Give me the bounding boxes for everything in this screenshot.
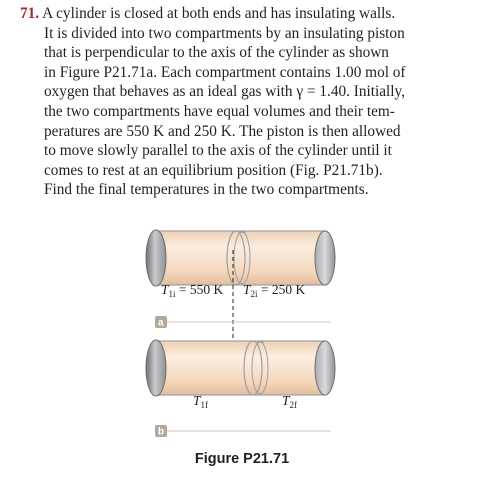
label-t1f: $T_{1f}$ (193, 393, 209, 410)
svg-text:b: b (158, 426, 165, 438)
cylinder-b (146, 340, 335, 396)
cylinder-cap-left-b (146, 340, 166, 396)
problem-line-5: oxygen that behaves as an ideal gas with γ = 1.40. Initially, (44, 83, 406, 101)
problem-line-8: to move slowly parallel to the axis of the cylinder until it (44, 142, 392, 160)
problem-line-9: comes to rest at an equilibrium position (Fig. P21.71b). (44, 161, 383, 179)
problem-line-2: It is divided into two compartments by an insulating piston (44, 24, 405, 42)
panel-b-badge (155, 425, 167, 438)
problem-line-4: in Figure P21.71a. Each compartment contains 1.00 mol of (44, 63, 406, 81)
gas-compartment-b (155, 341, 325, 395)
problem-line-10: Find the final temperatures in the two compartments. (44, 181, 369, 199)
label-t2f: $T_{2f}$ (282, 393, 298, 410)
cylinder-cap-left-a (146, 230, 166, 286)
figure-caption: Figure P21.71 (194, 451, 290, 467)
svg-text:a: a (158, 317, 164, 329)
problem-line-7: peratures are 550 K and 250 K. The piston is then allowed (44, 122, 401, 140)
problem-line-1: 71. A cylinder is closed at both ends and has insulating walls. (20, 5, 396, 22)
label-t1i: $T_{1i} = 550$ K (161, 282, 224, 299)
cylinder-cap-right-b (315, 341, 335, 395)
problem-line-3: that is perpendicular to the axis of the cylinder as shown (44, 44, 389, 62)
problem-line-6: the two compartments have equal volumes and their tem- (44, 102, 395, 120)
cylinder-a (146, 230, 335, 286)
cylinder-cap-right-a (315, 231, 335, 285)
problem-number: 71. (20, 5, 40, 22)
gas-compartment-a (155, 231, 325, 285)
label-t2i: $T_{2i} = 250$ K (243, 282, 306, 299)
panel-a-badge (155, 316, 167, 329)
